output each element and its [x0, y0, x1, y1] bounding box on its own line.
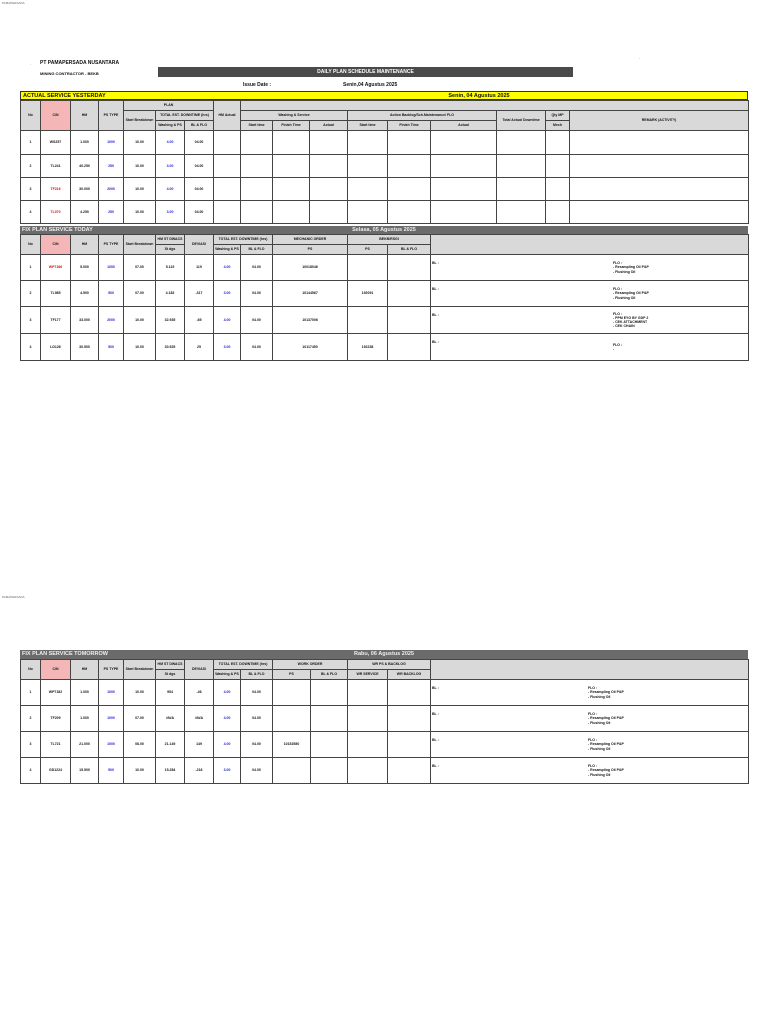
cell-hm-est: 15.284: [156, 758, 185, 784]
header-deviasi: DEVIASI: [185, 235, 214, 255]
remark-line: FLO :: [588, 738, 598, 743]
cell-cn: TL721: [41, 732, 71, 758]
cell-no: 2: [21, 281, 41, 307]
header-actual: Actual: [431, 121, 497, 131]
dot-mark: .: [30, 61, 32, 66]
header-washing-ps: Washing & PS: [214, 245, 241, 255]
cell-backlog: [388, 281, 431, 307]
cell-wo: [273, 680, 311, 706]
cell-no: 4: [21, 201, 41, 224]
cell-start: 10.00: [124, 201, 156, 224]
cell-wash: 4.00: [214, 706, 241, 732]
cell-hm: 4.500: [71, 281, 99, 307]
cell-bl: 04.00: [185, 178, 214, 201]
remark-line: - CEK CHAIN: [613, 324, 635, 329]
header-plan: PLAN: [124, 101, 214, 111]
table-row: [21, 334, 749, 361]
cell-hm: 4.250: [71, 201, 99, 224]
cell-ps: 1000: [99, 255, 124, 281]
header-finish-time: Finish Time: [388, 121, 431, 131]
remark-line: - Flushing Oil: [613, 295, 636, 300]
header-wr-backlog: WR BACKLOG: [388, 670, 431, 680]
cell-cn: TL241: [41, 155, 71, 178]
section-bar-tomorrow: [20, 650, 748, 659]
cell-bl: 04.00: [185, 131, 214, 155]
remark-line: - Resampling Oil P&P: [613, 291, 649, 296]
cell-bl: 04.00: [185, 155, 214, 178]
cell-start: 08.00: [124, 732, 156, 758]
cell-wash: 4.00: [156, 178, 185, 201]
header-cn: C/N: [41, 101, 71, 131]
cell-hm: 21.000: [71, 732, 99, 758]
header-hm: HM: [71, 660, 99, 680]
bl-label: BL :: [432, 764, 439, 768]
header-ps-type: PS TYPE: [99, 660, 124, 680]
bl-label: BL :: [432, 340, 439, 344]
remark-line: - Resampling Oil P&P: [588, 742, 624, 747]
bl-label: BL :: [432, 313, 439, 317]
cell-wash: 4.00: [214, 255, 241, 281]
cell-wash: 4.00: [214, 307, 241, 334]
cell-hm: 5.000: [71, 255, 99, 281]
header-no: No: [21, 235, 41, 255]
cell-hm-est: 21.149: [156, 732, 185, 758]
cell-deviasi: -216: [185, 758, 214, 784]
cell-ps: 500: [99, 334, 124, 361]
cell-ps: 250: [99, 201, 124, 224]
cell-remark: [431, 334, 749, 361]
cell-wash: 4.00: [156, 131, 185, 155]
cell-wash: 4.00: [214, 732, 241, 758]
cell-ps: 1000: [99, 706, 124, 732]
header-start-breakdown: Start Breakdown: [124, 660, 156, 680]
cell-hm: 30.000: [71, 178, 99, 201]
cell-ps: 250: [99, 155, 124, 178]
cell-ps: 1000: [99, 732, 124, 758]
cell-no: 3: [21, 732, 41, 758]
header-hm-est: HM ST DWACS: [156, 235, 185, 245]
table-row: [21, 706, 749, 732]
cell-ps: 1000: [99, 680, 124, 706]
cell-remark: [431, 255, 749, 281]
section-title: ACTUAL SERVICE YESTERDAY: [23, 93, 106, 99]
remark-line: - Resampling Oil P&P: [588, 716, 624, 721]
cell-remark: [431, 680, 749, 706]
cell-bl: 04.00: [241, 334, 273, 361]
cell-deviasi: -65: [185, 307, 214, 334]
cell-no: 1: [21, 131, 41, 155]
cell-deviasi: -317: [185, 281, 214, 307]
header-washing-service: Washing & Service: [241, 111, 348, 121]
issue-date-label: Issue Date :: [243, 82, 272, 88]
section-date: Rabu, 06 Agustus 2025: [353, 651, 414, 657]
cell-wo: 10018046: [273, 255, 348, 281]
header-work-order: WORK ORDER: [273, 660, 348, 670]
cell-wo2: 192238: [348, 334, 388, 361]
cell-wo: 10117450: [273, 334, 348, 361]
header-actual: Actual: [310, 121, 348, 131]
cell-hm-est: 4.183: [156, 281, 185, 307]
header-deviasi: DEVIASI: [185, 660, 214, 680]
cell-start: 07.00: [124, 706, 156, 732]
cell-wash: 3.00: [156, 201, 185, 224]
cell-no: 2: [21, 706, 41, 732]
remark-line: FLO :: [613, 311, 623, 316]
cell-hm: 40.250: [71, 155, 99, 178]
header-hm: HM: [71, 101, 99, 131]
cell-cn: WS257: [41, 131, 71, 155]
table-row: [21, 758, 749, 784]
cell-remark: [431, 758, 749, 784]
cell-bl: 04.00: [241, 758, 273, 784]
cell-start: 10.00: [124, 178, 156, 201]
remark-line: - Resampling Oil P&P: [588, 768, 624, 773]
section-bar-today: [20, 226, 748, 234]
header-hm-est-sub: St dgs: [156, 245, 185, 255]
remark-line: - CEK ATTACHMENT: [613, 320, 648, 324]
cell-start: 10.00: [124, 680, 156, 706]
header-start-time: Start time: [348, 121, 388, 131]
remark-line: - Resampling Oil P&P: [588, 690, 624, 695]
cell-hm-est: 30.525: [156, 334, 185, 361]
table-row: [21, 131, 749, 155]
cell-remark: [431, 307, 749, 334]
cell-hm-est: #N/A: [156, 706, 185, 732]
remark-line: - Resampling Oil P&P: [613, 265, 649, 270]
cell-ps: 500: [99, 281, 124, 307]
cell-ps: 2000: [99, 178, 124, 201]
cell-wash: 3.00: [156, 155, 185, 178]
remark-line: -: [613, 347, 615, 351]
cell-deviasi: 119: [185, 255, 214, 281]
cell-cn: LD126: [41, 334, 71, 361]
remark-line: - Flushing Oil: [613, 269, 636, 274]
cell-wo2: [348, 307, 388, 334]
header-total-est: TOTAL EST. DOWNTIME (hrs): [156, 111, 214, 121]
cell-no: 4: [21, 758, 41, 784]
header-no: No: [21, 660, 41, 680]
remark-line: - Flushing Oil: [588, 720, 611, 725]
cell-no: 4: [21, 334, 41, 361]
header-bl-flo: BL & FLO: [185, 121, 214, 131]
header-blank: [241, 101, 749, 111]
cell-bl: 04.00: [185, 201, 214, 224]
cell-deviasi: #N/A: [185, 706, 214, 732]
cell-hm: 15.500: [71, 758, 99, 784]
header-no: No: [21, 101, 41, 131]
table-row: [21, 201, 749, 224]
cell-bl: 04.00: [241, 680, 273, 706]
cell-start: 10.00: [124, 131, 156, 155]
header-finish-time: Finish Time: [273, 121, 310, 131]
bl-label: BL :: [432, 686, 439, 690]
cell-remark: [431, 281, 749, 307]
cell-wash: 3.00: [214, 281, 241, 307]
remark-line: FLO :: [613, 342, 623, 347]
cell-no: 2: [21, 155, 41, 178]
cell-ps: 2000: [99, 307, 124, 334]
header-hm-est-sub: St dgs: [156, 670, 185, 680]
cell-wash: 4.00: [214, 680, 241, 706]
cell-remark: [431, 732, 749, 758]
header-hm: HM: [71, 235, 99, 255]
header-cn: C/N: [41, 660, 71, 680]
header-bl-flo: BL & FLO: [311, 670, 348, 680]
cell-cn: TL070: [41, 201, 71, 224]
remark-line: FLO :: [588, 686, 598, 691]
cell-bl: 04.00: [241, 281, 273, 307]
header-ps: PS: [273, 670, 311, 680]
remark-line: FLO :: [613, 261, 623, 266]
cell-remark: [431, 706, 749, 732]
cell-start: 10.00: [124, 307, 156, 334]
remark-line: FLO :: [613, 287, 623, 292]
header-cn: C/N: [41, 235, 71, 255]
cell-start: 07.00: [124, 281, 156, 307]
header-wr-service: WR SERVICE: [348, 670, 388, 680]
cell-no: 3: [21, 307, 41, 334]
cell-start: 10.00: [124, 758, 156, 784]
issue-date-value: Senin,04 Agustus 2025: [343, 82, 398, 88]
section-date: Selasa, 05 Agustus 2025: [352, 227, 416, 233]
cell-hm-est: 954: [156, 680, 185, 706]
cell-ps: 500: [99, 758, 124, 784]
remark-line: FLO :: [588, 764, 598, 769]
header-ps-type: PS TYPE: [99, 101, 124, 131]
cell-wo: 10144567: [273, 281, 348, 307]
cell-hm: 1.000: [71, 131, 99, 155]
cell-wash: 3.00: [214, 758, 241, 784]
header-backlog: BEKB/RSGI: [348, 235, 431, 245]
header-bl-flo: BL & FLO: [241, 245, 273, 255]
remark-line: - Flushing Oil: [588, 694, 611, 699]
remark-line: - Flushing Oil: [588, 772, 611, 777]
table-row: [21, 255, 749, 281]
cell-wo: [273, 758, 311, 784]
cell-wo2: 192091: [348, 281, 388, 307]
header-hm-actual: HM Actual: [214, 101, 241, 131]
header-start-time: Start time: [241, 121, 273, 131]
tomorrow-table: [20, 659, 749, 784]
cell-bl: 04.00: [241, 255, 273, 281]
remark-line: - PPM EYG BY GDP 2: [613, 315, 649, 320]
header-ps: PS: [273, 245, 348, 255]
side-mark: PAMAPERSADA: [2, 595, 25, 599]
header-total-actual: Total Actual Downtime: [497, 111, 546, 131]
header-start-breakdown: Start Breakdown: [124, 235, 156, 255]
header-action: Action Backlog/Sch.Maintenance/ FLO: [348, 111, 497, 121]
cell-hm: 33.000: [71, 307, 99, 334]
bl-label: BL :: [432, 287, 439, 291]
cell-hm-est: 32.935: [156, 307, 185, 334]
cell-start: 10.00: [124, 155, 156, 178]
cell-deviasi: 25: [185, 334, 214, 361]
cell-cn: TL985: [41, 281, 71, 307]
header-start-breakdown: Start Breakdown: [124, 111, 156, 131]
corner-mark: PAMAPERSADA: [2, 1, 25, 5]
section-bar-yesterday: [20, 91, 748, 100]
header-qty-mp: Qty MP: [546, 111, 570, 121]
cell-start: 07.00: [124, 255, 156, 281]
cell-no: 3: [21, 178, 41, 201]
table-row: [21, 155, 749, 178]
dot-mark: .: [639, 55, 641, 60]
header-remark-blank: [431, 660, 749, 680]
cell-cn: GD1224: [41, 758, 71, 784]
cell-wash: 3.00: [214, 334, 241, 361]
cell-no: 1: [21, 255, 41, 281]
header-ps: PS: [348, 245, 388, 255]
cell-cn: TF209: [41, 706, 71, 732]
bl-label: BL :: [432, 261, 439, 265]
cell-cn: TF216: [41, 178, 71, 201]
cell-hm: 30.500: [71, 334, 99, 361]
header-remark-blank: [431, 235, 749, 255]
table-row: [21, 178, 749, 201]
section-title: FIX PLAN SERVICE TOMORROW: [22, 651, 108, 657]
bl-label: BL :: [432, 738, 439, 742]
cell-ps: 1000: [99, 131, 124, 155]
cell-bl: 04.00: [241, 732, 273, 758]
cell-bl: 04.00: [241, 706, 273, 732]
header-wr: WR PS & BACKLOG: [348, 660, 431, 670]
table-row: [21, 281, 749, 307]
cell-wo: [273, 706, 311, 732]
section-title: FIX PLAN SERVICE TODAY: [22, 227, 93, 233]
cell-cn: WP7182: [41, 680, 71, 706]
cell-backlog: [388, 307, 431, 334]
header-washing-ps: Washing & PS: [214, 670, 241, 680]
remark-line: - Flushing Oil: [588, 746, 611, 751]
header-bl-flo: BL & FLO: [388, 245, 431, 255]
header-remark: REMARK (ACTIVITY): [570, 111, 749, 131]
table-row: [21, 732, 749, 758]
header-mech: Mech: [546, 121, 570, 131]
header-total-est: TOTAL EST. DOWNTIME (hrs): [214, 235, 273, 245]
cell-hm: 1.000: [71, 706, 99, 732]
table-row: [21, 680, 749, 706]
cell-wo: 10152580: [273, 732, 311, 758]
header-hm-est: HM ST DWACS: [156, 660, 185, 670]
cell-hm-est: 5.119: [156, 255, 185, 281]
header-mechanic-order: MECHANIC ORDER: [273, 235, 348, 245]
bl-label: BL :: [432, 712, 439, 716]
cell-bl: 04.00: [241, 307, 273, 334]
header-ps-type: PS TYPE: [99, 235, 124, 255]
header-total-est: TOTAL EST. DOWNTIME (hrs): [214, 660, 273, 670]
cell-wo2: [348, 255, 388, 281]
cell-start: 10.00: [124, 334, 156, 361]
table-row: [21, 307, 749, 334]
header-bl-flo: BL & FLO: [241, 670, 273, 680]
cell-cn: WP7166: [41, 255, 71, 281]
header-washing-ps: Washing & PS: [156, 121, 185, 131]
company-name: PT PAMAPERSADA NUSANTARA: [40, 60, 120, 66]
company-subtitle: MINING CONTRACTOR - BEKB: [40, 71, 99, 76]
yesterday-table: [20, 100, 749, 224]
section-date: Senin, 04 Agustus 2025: [448, 93, 510, 99]
cell-wo: 10137006: [273, 307, 348, 334]
cell-backlog: [388, 334, 431, 361]
page-title: DAILY PLAN SCHEDULE MAINTENANCE: [158, 67, 573, 77]
cell-deviasi: -46: [185, 680, 214, 706]
cell-deviasi: 149: [185, 732, 214, 758]
cell-no: 1: [21, 680, 41, 706]
today-table: [20, 234, 749, 361]
cell-hm: 1.000: [71, 680, 99, 706]
cell-cn: TF177: [41, 307, 71, 334]
cell-backlog: [388, 255, 431, 281]
remark-line: FLO :: [588, 712, 598, 717]
